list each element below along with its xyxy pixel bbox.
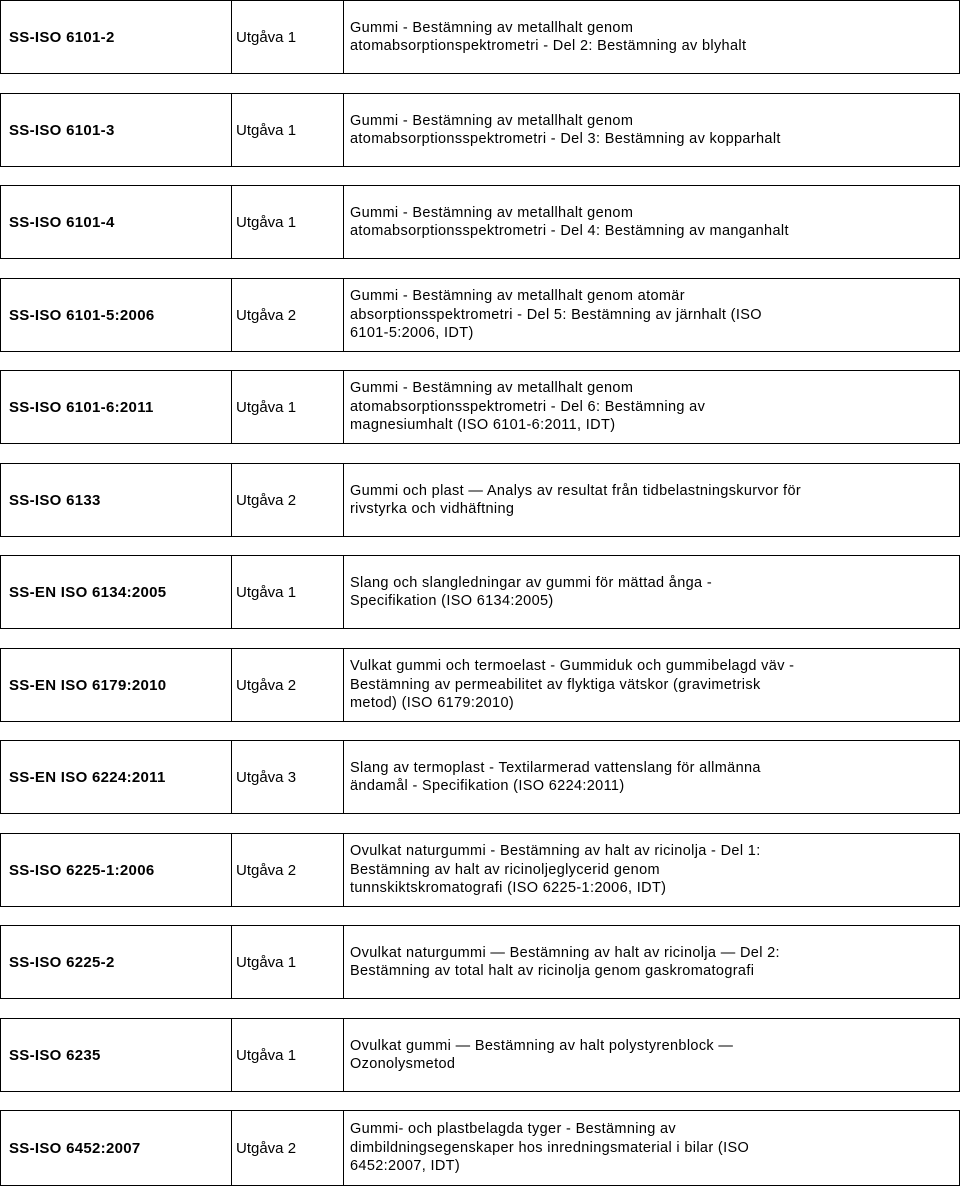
- standard-title-cell: [344, 555, 960, 629]
- standard-title: Ovulkat naturgummi — Bestämning av halt av ricinolja — Del 2: Bestämning av total halt av ricinolja genom gaskromatografi: [350, 944, 780, 979]
- standard-code: SS-ISO 6101-2: [0, 0, 232, 74]
- standard-title: Slang och slangledningar av gummi för mättad ånga - Specifikation (ISO 6134:2005): [350, 574, 713, 609]
- table-row: [0, 1110, 960, 1186]
- standard-code: SS-ISO 6225-2: [0, 925, 232, 999]
- standard-code: SS-ISO 6133: [0, 463, 232, 537]
- standard-edition: Utgåva 1: [232, 0, 344, 74]
- standard-title-cell: [344, 833, 960, 907]
- standard-title-cell: [344, 370, 960, 444]
- standard-title: Ovulkat naturgummi - Bestämning av halt av ricinolja - Del 1: Bestämning av halt av ricinoljeglycerid genom tunnskiktskromatografi (ISO 6225-1:2006, IDT): [350, 843, 761, 897]
- standard-edition: Utgåva 3: [232, 740, 344, 814]
- standard-edition: Utgåva 1: [232, 370, 344, 444]
- standard-code: SS-ISO 6235: [0, 1018, 232, 1092]
- standard-edition: Utgåva 2: [232, 278, 344, 352]
- standard-edition: Utgåva 1: [232, 185, 344, 259]
- table-row: [0, 925, 960, 999]
- standard-code: SS-ISO 6101-4: [0, 185, 232, 259]
- standard-edition: Utgåva 1: [232, 555, 344, 629]
- standard-code: SS-ISO 6225-1:2006: [0, 833, 232, 907]
- standard-title-cell: [344, 1110, 960, 1186]
- standard-title-cell: [344, 463, 960, 537]
- standard-title-cell: [344, 925, 960, 999]
- standard-title: Gummi - Bestämning av metallhalt genom atomabsorptionsspektrometri - Del 3: Bestämning av kopparhalt: [350, 112, 781, 147]
- standard-edition: Utgåva 1: [232, 925, 344, 999]
- standard-code: SS-EN ISO 6224:2011: [0, 740, 232, 814]
- standard-edition: Utgåva 1: [232, 1018, 344, 1092]
- standard-title: Gummi och plast — Analys av resultat från tidbelastningskurvor för rivstyrka och vidhäftning: [350, 482, 802, 517]
- table-row: [0, 648, 960, 722]
- standard-code: SS-ISO 6452:2007: [0, 1110, 232, 1186]
- standard-title: Vulkat gummi och termoelast - Gummiduk och gummibelagd väv - Bestämning av permeabilitet av flyktiga vätskor (gravimetrisk metod) (ISO 6179:2010): [350, 658, 795, 712]
- table-row: [0, 93, 960, 167]
- standard-code: SS-ISO 6101-5:2006: [0, 278, 232, 352]
- standard-title-cell: [344, 740, 960, 814]
- standard-title: Slang av termoplast - Textilarmerad vattenslang för allmänna ändamål - Specifikation (ISO 6224:2011): [350, 759, 761, 794]
- standard-edition: Utgåva 1: [232, 93, 344, 167]
- standard-code: SS-ISO 6101-6:2011: [0, 370, 232, 444]
- standard-title: Gummi - Bestämning av metallhalt genom atomär absorptionsspektrometri - Del 5: Bestämning av järnhalt (ISO 6101-5:2006, IDT): [350, 288, 762, 342]
- standard-title: Gummi - Bestämning av metallhalt genom atomabsorptionsspektrometri - Del 4: Bestämning av manganhalt: [350, 204, 789, 239]
- table-row: [0, 185, 960, 259]
- standard-title: Ovulkat gummi — Bestämning av halt polystyrenblock — Ozonolysmetod: [350, 1037, 734, 1072]
- table-row: [0, 370, 960, 444]
- standard-title: Gummi- och plastbelagda tyger - Bestämning av dimbildningsegenskaper hos inredningsmaterial i bilar (ISO 6452:2007, IDT): [350, 1121, 750, 1175]
- standard-code: SS-ISO 6101-3: [0, 93, 232, 167]
- standard-code: SS-EN ISO 6134:2005: [0, 555, 232, 629]
- standard-title-cell: [344, 0, 960, 74]
- table-row: [0, 0, 960, 74]
- standard-code: SS-EN ISO 6179:2010: [0, 648, 232, 722]
- standard-title-cell: [344, 278, 960, 352]
- standard-title-cell: [344, 185, 960, 259]
- table-row: [0, 278, 960, 352]
- standard-edition: Utgåva 2: [232, 648, 344, 722]
- standard-edition: Utgåva 2: [232, 1110, 344, 1186]
- table-row: [0, 555, 960, 629]
- table-row: [0, 463, 960, 537]
- table-row: [0, 1018, 960, 1092]
- standard-title-cell: [344, 93, 960, 167]
- standard-edition: Utgåva 2: [232, 833, 344, 907]
- table-row: [0, 740, 960, 814]
- standard-title: Gummi - Bestämning av metallhalt genom atomabsorptionspektrometri - Del 2: Bestämning av blyhalt: [350, 19, 747, 54]
- standard-edition: Utgåva 2: [232, 463, 344, 537]
- standard-title-cell: [344, 1018, 960, 1092]
- table-row: [0, 833, 960, 907]
- standard-title-cell: [344, 648, 960, 722]
- standard-title: Gummi - Bestämning av metallhalt genom atomabsorptionsspektrometri - Del 6: Bestämning av magnesiumhalt (ISO 6101-6:2011, IDT): [350, 380, 706, 434]
